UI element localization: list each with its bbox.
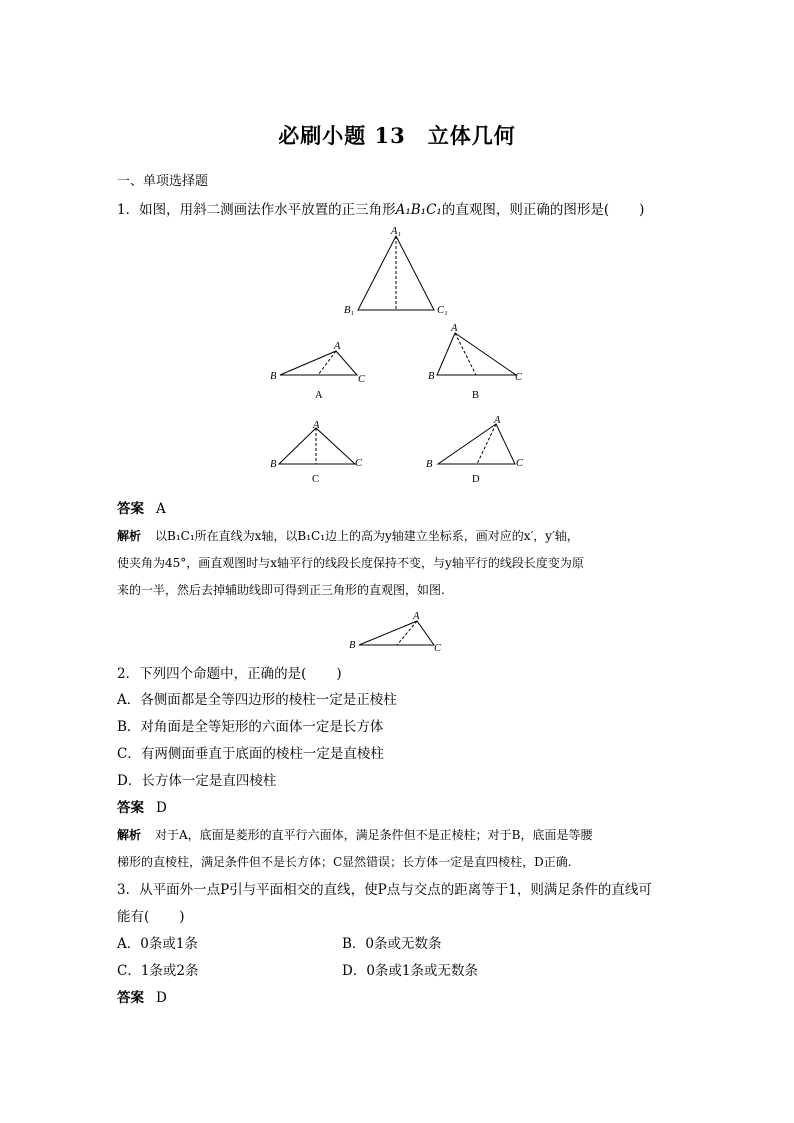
question-2-option-c: C．有两侧面垂直于底面的棱柱一定是直棱柱: [117, 746, 384, 762]
label-b1: B₁: [344, 305, 355, 316]
question-1-analysis-line-2: 使夹角为45°，画直观图时与x轴平行的线段长度保持不变，与y轴平行的线段长度变为原: [117, 556, 584, 570]
title-sub: 立体几何: [427, 123, 516, 148]
option-a-caption: A: [315, 390, 323, 401]
question-3-option-c: C．1条或2条: [117, 963, 199, 979]
option-d-caption: D: [472, 474, 480, 485]
question-2-option-b: B．对角面是全等矩形的六面体一定是长方体: [117, 719, 384, 735]
question-3-stem-line-2: 能有( ): [117, 909, 185, 925]
question-2-stem: 2．下列四个命题中，正确的是( ): [117, 666, 342, 682]
question-1-analysis-line-1: 解析 以B₁C₁所在直线为x轴，以B₁C₁边上的高为y轴建立坐标系，画对应的x′，y′轴，: [117, 529, 579, 543]
section-heading: 一、单项选择题: [117, 174, 209, 189]
title-main: 必刷小题 13: [278, 123, 406, 148]
question-3-stem-line-1: 3．从平面外一点P引与平面相交的直线，使P点与交点的距离等于1，则满足条件的直线可: [117, 882, 652, 898]
option-b-label-c: C: [515, 372, 523, 383]
option-d-label-b: B: [426, 459, 433, 470]
question-3-option-d: D．0条或1条或无数条: [342, 963, 479, 979]
answer-label-a: A: [413, 611, 420, 622]
answer-label-b: B: [349, 640, 356, 651]
question-2-analysis-line-1: 解析 对于A，底面是菱形的直平行六面体，满足条件但不是正棱柱；对于B，底面是等腰: [117, 828, 593, 842]
question-3-option-b: B．0条或无数条: [342, 936, 442, 952]
question-3-option-a: A．0条或1条: [117, 936, 198, 952]
question-1-analysis-line-3: 来的一半，然后去掉辅助线即可得到正三角形的直观图，如图.: [117, 583, 445, 597]
question-3-answer: 答案 D: [117, 990, 167, 1006]
option-c-caption: C: [312, 474, 320, 485]
option-d-label-a: A: [494, 415, 501, 426]
option-b-triangle: [437, 333, 516, 375]
option-a-label-a: A: [334, 341, 341, 352]
option-c-triangle: [279, 428, 355, 464]
option-d-label-c: C: [516, 458, 524, 469]
option-c-label-b: B: [270, 459, 277, 470]
option-b-label-b: B: [428, 371, 435, 382]
triangle-name: A₁B₁C₁: [395, 202, 442, 218]
question-1-stem: 1．如图，用斜二测画法作水平放置的正三角形A₁B₁C₁的直观图，则正确的图形是( ): [117, 202, 645, 218]
answer-label-c: C: [434, 643, 442, 654]
option-a-label-b: B: [270, 371, 277, 382]
question-2-answer: 答案 D: [117, 800, 167, 816]
label-c1: C₁: [437, 305, 448, 316]
question-2-option-d: D．长方体一定是直四棱柱: [117, 773, 277, 789]
option-a-label-c: C: [358, 374, 366, 385]
answer-triangle: [359, 621, 434, 645]
option-a-triangle: [280, 351, 357, 375]
option-b-label-a: A: [451, 323, 458, 334]
question-1-answer: 答案 A: [117, 501, 166, 517]
question-2-option-a: A．各侧面都是全等四边形的棱柱一定是正棱柱: [117, 692, 397, 708]
option-b-dashed: [455, 333, 476, 375]
option-b-caption: B: [472, 390, 480, 401]
question-2-analysis-line-2: 梯形的直棱柱，满足条件但不是长方体；C显然错误；长方体一定是直四棱柱，D正确.: [117, 855, 572, 869]
option-c-label-a: A: [313, 420, 320, 431]
option-c-label-c: C: [355, 458, 363, 469]
label-a1: A₁: [391, 226, 402, 237]
option-d-triangle: [438, 424, 515, 464]
